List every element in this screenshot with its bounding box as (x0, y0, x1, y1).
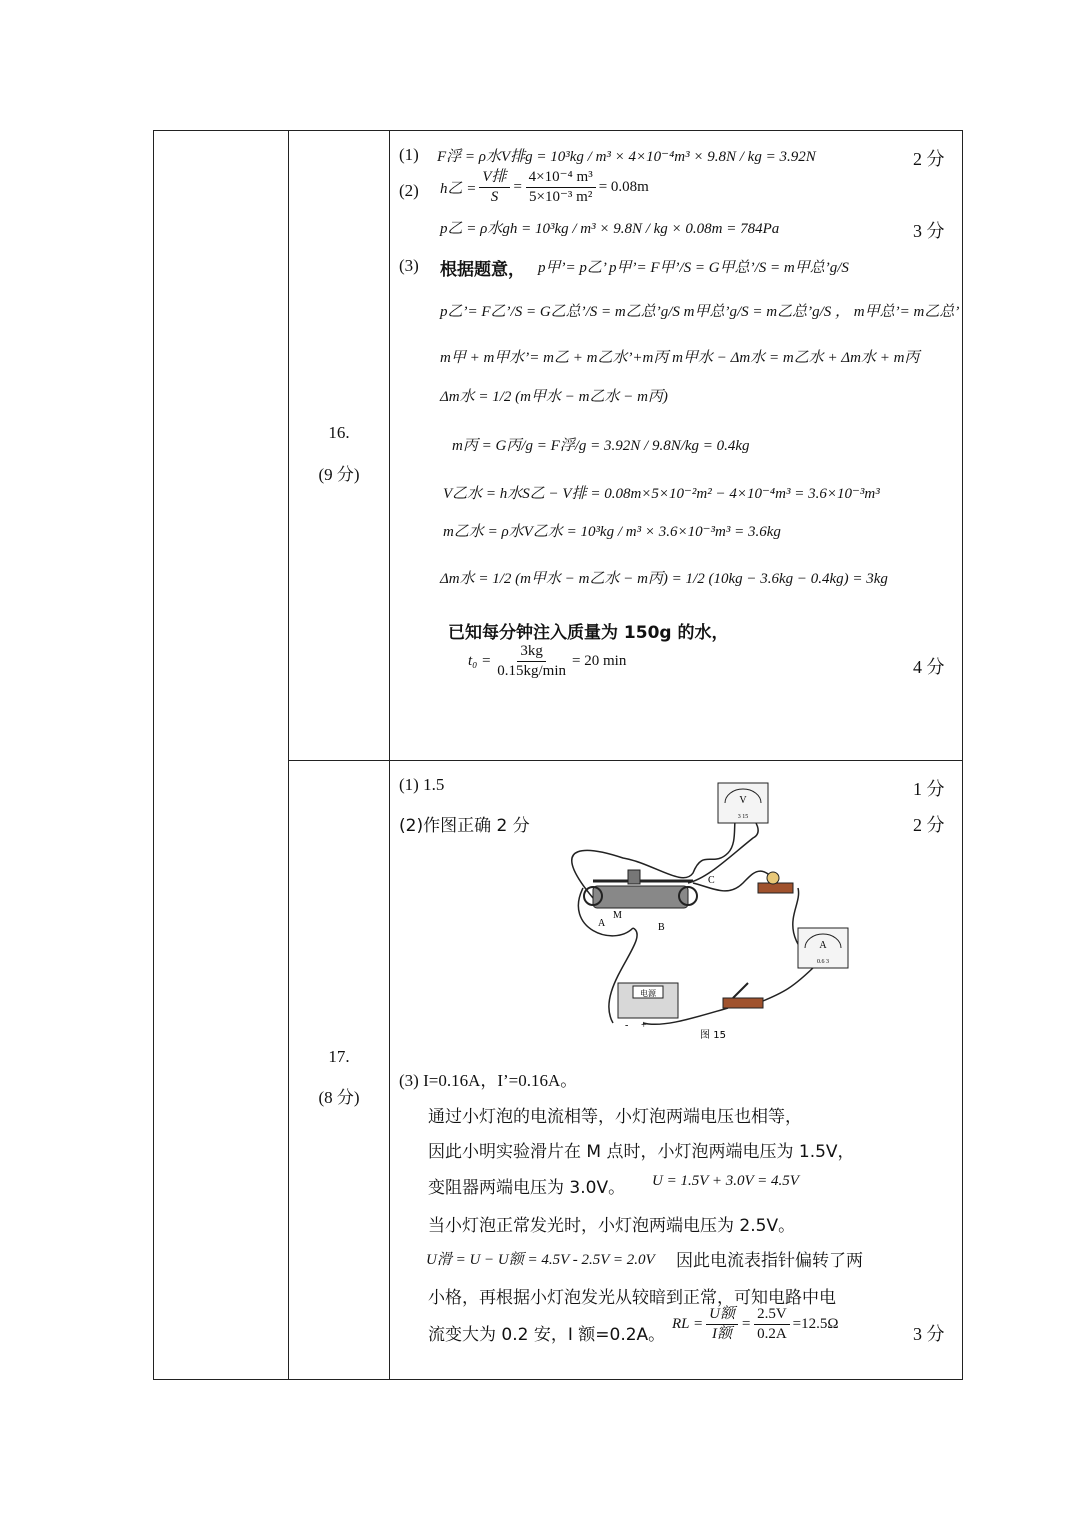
q16-part3-line6: V乙水 = h水S乙 − V排 = 0.08m×5×10⁻²m² − 4×10⁻⁴m³ = 3.6×10⁻³m³ (443, 486, 880, 502)
q16-h-frac2-num: 4×10⁻⁴ m³ (526, 168, 596, 188)
q16-t-den: 0.15kg/min (497, 663, 567, 679)
q16-part3-line2: p乙’= F乙’/S = G乙总’/S = m乙总’g/S m甲总’g/S = m乙总’g/S ， m甲总’= m乙总’ (440, 304, 960, 320)
q17-part3-line4-text: 变阻器两端电压为 3.0V。 (428, 1178, 626, 1198)
q17-part3-line7: 小格，再根据小灯泡发光从较暗到正常，可知电路中电 (428, 1288, 836, 1308)
q17-part3-line5: 当小灯泡正常发光时，小灯泡两端电压为 2.5V。 (428, 1216, 796, 1236)
q16-part3-known: 已知每分钟注入质量为 150g 的水， (448, 623, 729, 643)
q17-part3-line1: (3) I=0.16A，I’=0.16A。 (399, 1071, 578, 1090)
q16-part1-score: 2 分 (913, 149, 945, 169)
q17-part3-line2: 通过小灯泡的电流相等，小灯泡两端电压也相等， (428, 1107, 802, 1127)
switch (723, 983, 763, 1008)
q16-part3-intro: 根据题意， (440, 260, 525, 280)
q16-part3-label: (3) (399, 256, 419, 275)
column-divider-1 (288, 131, 289, 1379)
q17-resistance-formula: RL = $\frac{\text{U额}}{\text{I额}}$ = $\frac{2.5V}{0.2A}$ =12.5Ω (672, 1306, 839, 1342)
q17-number: 17. (328, 1047, 350, 1066)
circuit-figure (553, 778, 863, 1043)
point-m-label: M (613, 910, 622, 921)
q16-part2-p-expr: p乙 = ρ水gh = 10³kg / m³ × 9.8N / kg × 0.08m = 784Pa (440, 221, 780, 237)
q17-part1: (1) 1.5 (399, 775, 445, 794)
q16-part3-line7: m乙水 = ρ水V乙水 = 10³kg / m³ × 3.6×10⁻³m³ = 3.6kg (443, 524, 781, 540)
q17-part2: (2)作图正确 2 分 (399, 816, 530, 836)
q16-part3-line5: m丙 = G丙/g = F浮/g = 3.92N / 9.8N/kg = 0.4kg (452, 438, 750, 454)
voltmeter (718, 783, 768, 823)
voltmeter-label: V (739, 795, 747, 806)
q17-r-frac1 (706, 1305, 738, 1344)
q16-part3-time-formula (468, 642, 626, 681)
q16-part3-line3: m甲 + m甲水’= m乙 + m乙水’+m丙 m甲水 − Δm水 = m乙水 + Δm水 + m丙 (440, 350, 920, 366)
wire (758, 963, 818, 1003)
q17-part1-score: 1 分 (913, 779, 945, 799)
power-label: 电源 (640, 989, 656, 998)
ammeter (798, 928, 848, 968)
q16-part2-score: 3 分 (913, 221, 945, 241)
q17-r-num2: 2.5V (754, 1305, 790, 1325)
q17-part3-line8-text: 流变大为 0.2 安，I 额=0.2A。 (428, 1325, 666, 1345)
q17-part3-line6-math: U滑 = U − U额 = 4.5V - 2.5V = 2.0V (426, 1252, 655, 1268)
q16-h-frac1-num: V排 (479, 168, 509, 188)
q16-part2-h-formula: h乙 = $\frac{\text{V排}}{S}$ = $\frac{\text{4×10⁻⁴ m³}}{\text{5×10⁻³ m²}}$ = 0.08m (440, 169, 649, 205)
q17-points: (8 分) (318, 1088, 360, 1107)
q17-part3-line6-text: 因此电流表指针偏转了两 (676, 1251, 863, 1271)
q16-part3-line8: Δm水 = 1/2 (m甲水 − m乙水 − m丙) = 1/2 (10kg − 3.6kg − 0.4kg) = 3kg (440, 571, 888, 587)
q16-h-lhs: h乙 = (440, 181, 477, 197)
q16-h-frac1 (479, 168, 509, 207)
q16-part1-label: (1) (399, 145, 419, 164)
q16-t-num: 3kg (517, 642, 546, 662)
wire (572, 813, 753, 898)
power-minus: - (625, 1020, 629, 1031)
ammeter-scale: 0.6 3 (817, 959, 829, 965)
q16-part3-line1: p甲’= p乙’ p甲’= F甲’/S = G甲总’/S = m甲总’g/S (538, 260, 849, 276)
terminal-b-label: B (658, 922, 665, 933)
terminal-c-label: C (708, 875, 715, 886)
q17-part3-line3: 因此小明实验滑片在 M 点时，小灯泡两端电压为 1.5V， (428, 1142, 855, 1162)
terminal-a-label: A (598, 918, 606, 929)
q16-part2-label: (2) (399, 181, 419, 200)
q16-number: 16. (328, 423, 350, 442)
lamp (758, 872, 793, 893)
power-plus: + (641, 1020, 647, 1031)
column-divider-2 (389, 131, 390, 1379)
q16-t-lhs: t₀ = (468, 653, 492, 669)
q16-points: (9 分) (318, 465, 360, 484)
q17-r-den: I额 (712, 1326, 733, 1342)
figure-caption: 图 15 (700, 1030, 726, 1041)
q16-part1-expr: F浮 = ρ水V排g = 10³kg / m³ × 4×10⁻⁴m³ × 9.8N / kg = 3.92N (437, 149, 816, 165)
voltmeter-scale: 3 15 (737, 814, 749, 820)
q17-r-result: =12.5Ω (792, 1316, 839, 1332)
q16-part3-line4: Δm水 = 1/2 (m甲水 − m乙水 − m丙) (440, 389, 668, 405)
ammeter-label: A (819, 940, 827, 951)
q16-h-frac1-den: S (490, 189, 499, 205)
q16-h-frac2 (526, 168, 596, 207)
rheostat (584, 870, 715, 933)
q16-h-result: = 0.08m (598, 179, 649, 195)
q17-r-lhs: RL = (672, 1316, 704, 1332)
q17-part2-score: 2 分 (913, 815, 945, 835)
q17-r-num: U额 (706, 1305, 738, 1325)
q16-h-frac2-den: 5×10⁻³ m² (529, 189, 593, 205)
q16-part3-score: 4 分 (913, 657, 945, 677)
q17-r-frac2 (754, 1305, 790, 1344)
q16-t-frac (494, 642, 569, 681)
q17-r-den2: 0.2A (757, 1326, 787, 1342)
row-divider (288, 760, 962, 761)
q17-part3-line4-math: U = 1.5V + 3.0V = 4.5V (652, 1173, 799, 1189)
q16-t-result: = 20 min (572, 653, 627, 669)
q17-part3-score: 3 分 (913, 1324, 945, 1344)
